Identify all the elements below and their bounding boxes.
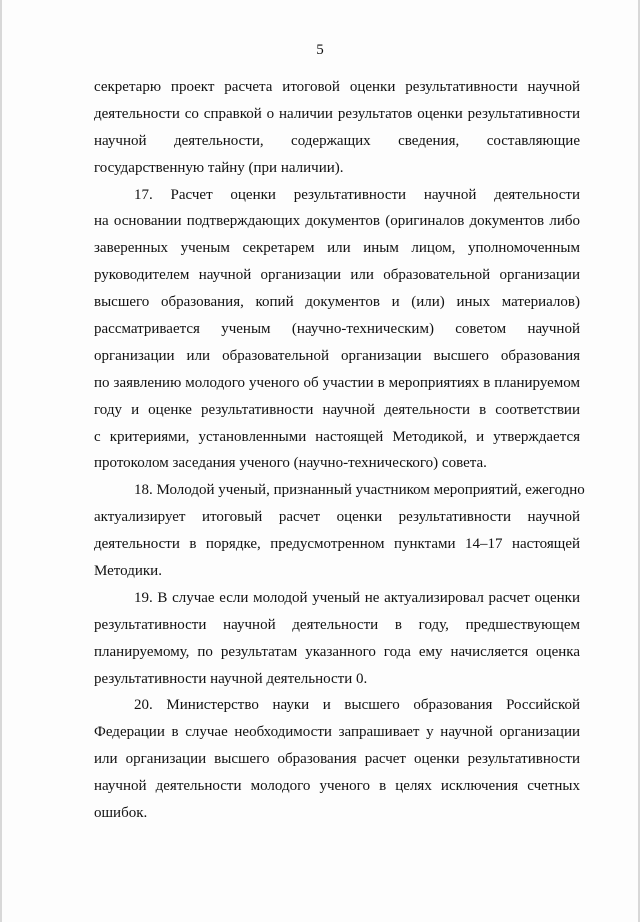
text-line: на основании подтверждающих документов (оригиналов документов либо [94,213,580,230]
text-line: заверенных ученым секретарем или иным лицом, уполномоченным [94,240,580,257]
text-line: планируемому, по результатам указанного года ему начисляется оценка [94,643,580,660]
text-line: 17. Расчет оценки результативности научной деятельности [134,186,580,203]
text-line: результативности научной деятельности в году, предшествующем [94,616,580,633]
text-line: или организации высшего образования расчет оценки результативности [94,751,580,768]
document-body [94,74,585,827]
text-line: 19. В случае если молодой ученый не актуализировал расчет оценки [134,589,580,606]
paragraph-18 [94,477,585,585]
text-line: деятельности в порядке, предусмотренном пунктами 14–17 настоящей [94,536,580,553]
text-line: Методики. [94,563,162,580]
text-line: руководителем научной организации или образовательной организации [94,267,580,284]
text-line: Федерации в случае необходимости запрашивает у научной организации [94,724,580,741]
text-line: ошибок. [94,805,148,822]
page-number: 5 [316,42,324,58]
scan-edge-left [0,0,2,922]
text-line: научной деятельности молодого ученого в целях исключения счетных [94,778,580,795]
paragraph-continuation [94,74,580,182]
text-line: по заявлению молодого ученого об участии в мероприятиях в планируемом [94,374,580,391]
text-line: результативности научной деятельности 0. [94,670,368,687]
paragraph-20 [94,692,580,826]
text-line: году и оценке результативности научной деятельности в соответствии [94,401,580,418]
text-line: высшего образования, копий документов и (или) иных материалов) [94,294,580,311]
paragraph-17 [94,182,580,478]
text-line: научной деятельности, содержащих сведения, составляющие [94,132,580,149]
paragraph-19 [94,585,580,693]
text-line: секретарю проект расчета итоговой оценки результативности научной [94,79,580,95]
text-line: актуализирует итоговый расчет оценки результативности научной [94,509,580,526]
text-line: с критериями, установленными настоящей Методикой, и утверждается [94,428,580,445]
text-line: 18. Молодой ученый, признанный участником мероприятий, ежегодно [134,482,585,499]
text-line: рассматривается ученым (научно-техническим) советом научной [94,321,580,338]
text-line: государственную тайну (при наличии). [94,159,344,176]
text-line: протоколом заседания ученого (научно-технического) совета. [94,455,487,472]
text-line: 20. Министерство науки и высшего образования Российской [134,697,580,714]
text-line: организации или образовательной организации высшего образования [94,347,580,364]
text-line: деятельности со справкой о наличии результатов оценки результативности [94,105,580,122]
